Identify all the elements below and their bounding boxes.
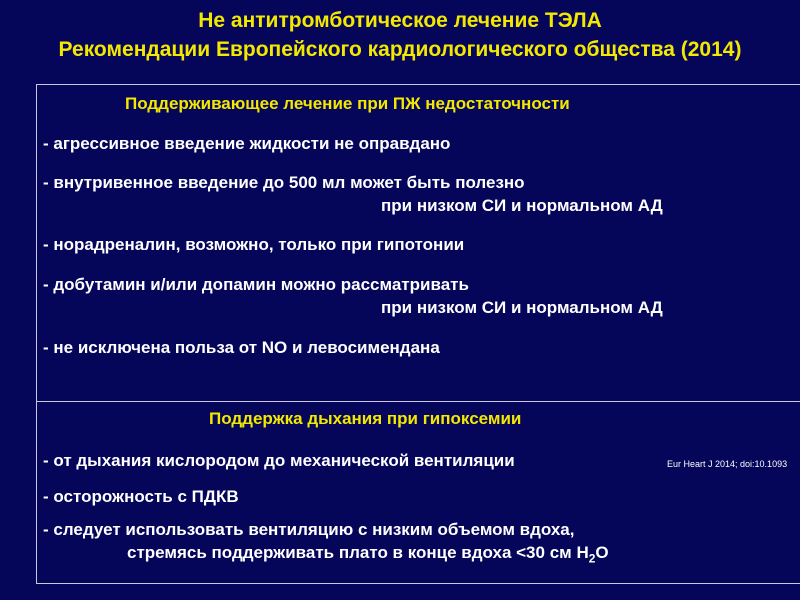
title-line-2: Рекомендации Европейского кардиологического общества (2014) (58, 38, 742, 61)
list-item: - агрессивное введение жидкости не оправдано (43, 134, 451, 153)
title-line-1: Не антитромботическое лечение ТЭЛА (198, 9, 602, 32)
formula-subscript: 2 (588, 551, 596, 566)
list-item-continuation (43, 541, 609, 564)
list-item-line: - добутамин и/или допамин можно рассматривать (43, 275, 469, 294)
slide-title (0, 6, 800, 64)
list-item-continuation: при низком СИ и нормальном АД (381, 196, 663, 215)
list-item (43, 273, 663, 319)
list-item: - норадреналин, возможно, только при гипотонии (43, 235, 465, 254)
formula-suffix: O (595, 543, 609, 562)
formula-text: стремясь поддерживать плато в конце вдоха <30 см Н (127, 543, 589, 562)
list-item: - не исключена польза от NO и левосимендана (43, 338, 440, 357)
list-item: - осторожность с ПДКВ (43, 487, 239, 506)
content-panel (36, 84, 800, 584)
list-item: - от дыхания кислородом до механической вентиляции (43, 451, 515, 470)
section-divider (37, 401, 800, 402)
list-item (43, 518, 609, 564)
list-item-line: - следует использовать вентиляцию с низким объемом вдоха, (43, 520, 575, 539)
list-item (43, 171, 663, 217)
list-item-continuation: при низком СИ и нормальном АД (381, 298, 663, 317)
reference-citation: Eur Heart J 2014; doi:10.1093 (667, 459, 788, 469)
section2-heading: Поддержка дыхания при гипоксемии (209, 409, 522, 428)
section1-heading: Поддерживающее лечение при ПЖ недостаточности (125, 94, 570, 113)
list-item-line: - внутривенное введение до 500 мл может быть полезно (43, 173, 525, 192)
